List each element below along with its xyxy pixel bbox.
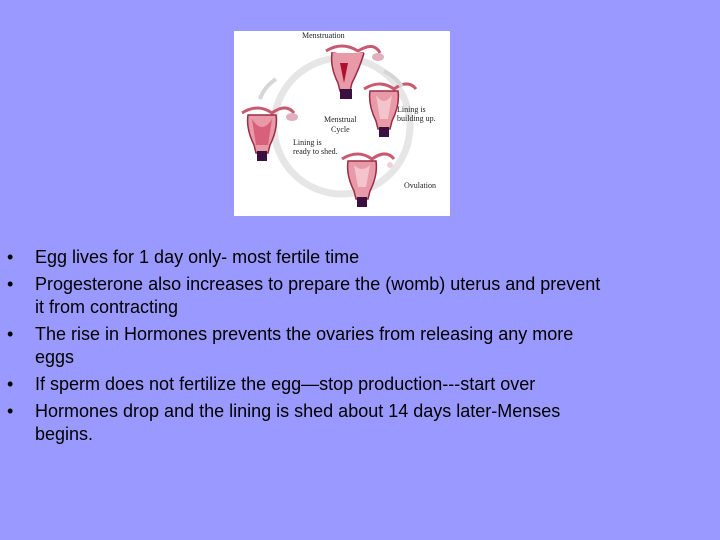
label-cycle-line1: Menstrual — [324, 115, 357, 124]
menstrual-cycle-diagram — [234, 31, 450, 216]
bullet-item — [0, 323, 605, 369]
bullet-marker: • — [7, 401, 14, 421]
bullet-item — [0, 400, 605, 446]
cycle-illustration — [234, 31, 450, 216]
bullet-marker: • — [7, 274, 14, 294]
label-building-line2: building up. — [397, 114, 436, 123]
label-ovulation: Ovulation — [404, 181, 436, 190]
bullet-marker: • — [7, 324, 14, 344]
label-shed-line1: Lining is — [293, 138, 322, 147]
bullet-text: Progesterone also increases to prepare the (womb) uterus and prevent it from contracting — [35, 274, 601, 317]
bullet-text: Hormones drop and the lining is shed about 14 days later-Menses begins. — [35, 401, 561, 444]
label-cycle-line2: Cycle — [331, 125, 350, 134]
bullet-marker: • — [7, 247, 14, 267]
bullet-item — [0, 373, 605, 396]
bullet-text: The rise in Hormones prevents the ovaries from releasing any more eggs — [35, 324, 574, 367]
bullet-item — [0, 273, 605, 319]
bullet-item — [0, 246, 605, 269]
label-building-line1: Lining is — [397, 105, 426, 114]
bullet-list — [0, 246, 720, 450]
bullet-marker: • — [7, 374, 14, 394]
bullet-text: Egg lives for 1 day only- most fertile time — [35, 247, 360, 267]
label-menstruation: Menstruation — [302, 31, 345, 40]
uterus-shed-icon — [242, 108, 298, 161]
label-shed-line2: ready to shed. — [293, 147, 338, 156]
bullet-text: If sperm does not fertilize the egg—stop production---start over — [35, 374, 536, 394]
